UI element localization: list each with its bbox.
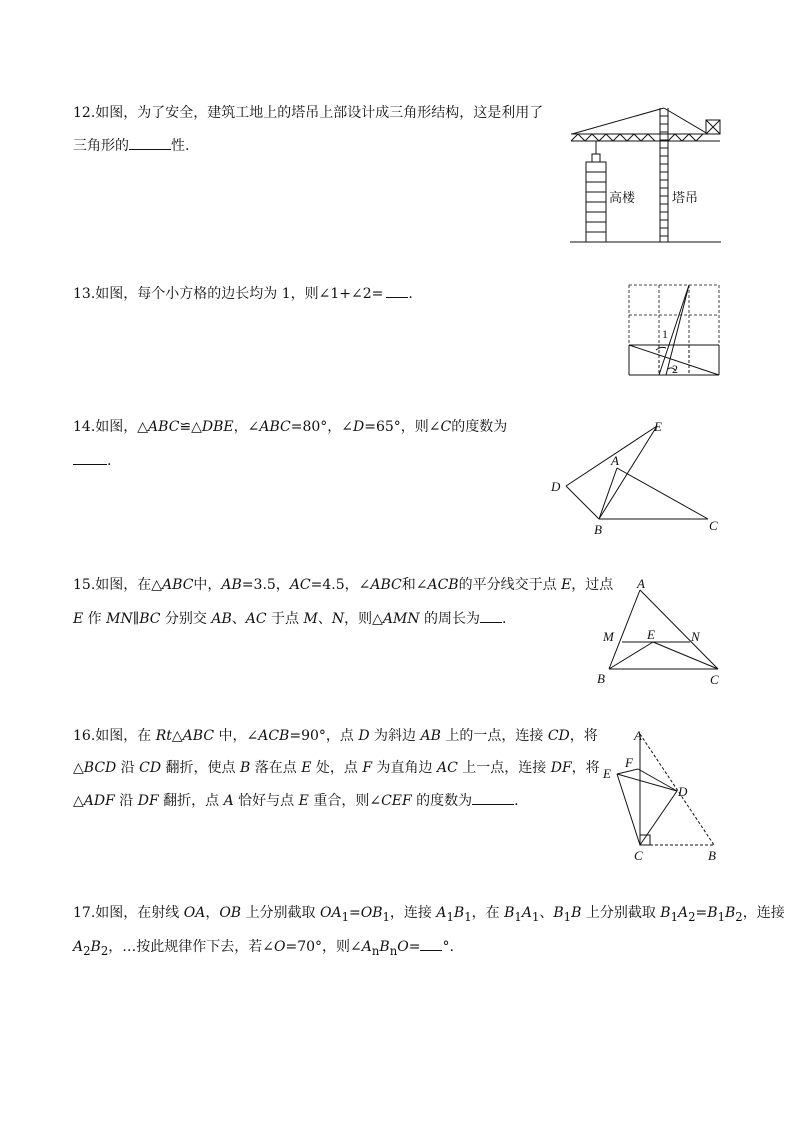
seg-AC [617,468,708,519]
q15-a11: E [561,577,572,593]
q13-text-b: . [408,286,413,302]
seg-CE [653,642,718,669]
q14-line2 [73,452,111,468]
q16-a0: 16.如图，在 [73,728,156,744]
q14-answer-blank[interactable] [73,452,107,465]
q17-a15: ，在 [471,905,505,921]
q16-b10: 为直角边 [372,760,437,776]
q16-b8: 处，点 [311,760,363,776]
q17-a7: = [349,905,361,921]
q15-b5: 分别交 [160,611,212,627]
label-C: C [710,672,719,687]
label-A: A [634,728,642,743]
q17-a1: OA [183,905,206,921]
q16-c3: DF [137,793,159,809]
q14-line1 [73,420,507,434]
q14-t8: =65°，则∠ [364,419,441,435]
q17-b10: n [389,943,398,958]
q15-b4: BC [139,611,161,627]
q16-b11: AC [436,760,458,776]
q16-c4: 翻折，点 [158,793,224,809]
q16-b14: ，将 [571,760,600,776]
q17-a17: 1 [514,909,522,924]
q17-a16: B [504,905,515,921]
q14-t2: ≌△ [179,419,202,435]
q15-b2: MN [106,611,133,627]
q16-b3: CD [139,760,162,776]
q17-b1: 2 [83,943,91,958]
label-C: C [634,848,643,863]
seg-DB [566,486,599,519]
q16-b1: BCD [83,760,117,776]
label-E: E [603,766,611,781]
q15-b13: ，则△ [344,611,383,627]
q17-a9: 1 [382,909,390,924]
q17-a29: = [695,905,708,921]
q15-b-end: . [502,611,507,627]
tie-rod-right [664,108,708,134]
q17-a34: ，连接 [742,905,785,921]
q14-t9: C [440,419,452,435]
q12-crane-figure [568,100,728,250]
angle-2-label: 2 [672,362,678,376]
q16-b2: 沿 [116,760,140,776]
seg-CE [617,774,640,845]
q17-a11: A [436,905,447,921]
q16-b6: 落在点 [250,760,302,776]
q12-line2 [73,137,189,153]
q15-b1: 作 [83,611,107,627]
q17-a4: 上分别截取 [241,905,320,921]
q16-a9: AB [420,728,441,744]
q16-a1: Rt [155,728,172,744]
q15-b14: AMN [382,611,420,627]
q17-a31: 1 [717,909,725,924]
q16-c5: A [223,793,234,809]
q15-line2 [73,610,507,626]
q14-t0: 14.如图，△ [73,419,149,435]
label-F: F [625,755,633,770]
q14-t-end: . [107,453,112,469]
q14-t4: ，∠ [233,419,260,435]
q17-a22: 1 [563,909,572,924]
q16-line1 [73,729,598,743]
label-C: C [709,518,718,533]
q17-a14: 1 [464,909,472,924]
label-D: D [678,784,688,799]
angle-1-label: 1 [662,327,668,341]
q15-b0: E [73,611,84,627]
q17-a2: ， [205,905,220,921]
q17-a25: B [660,905,671,921]
seg-BE [599,426,657,519]
tie-rod-left [572,108,664,134]
q15-a8: 和∠ [401,577,428,593]
q17-a0: 17.如图，在射线 [73,905,184,921]
q17-a3: OB [219,905,242,921]
label-E: E [654,419,662,434]
q17-b9: B [379,939,390,955]
q17-a12: 1 [446,909,454,924]
q17-b8: n [371,943,380,958]
q15-b7: 、 [231,611,246,627]
q17-a24: 上分别截取 [581,905,661,921]
q15-b3: ∥ [132,611,140,627]
label-A: A [637,576,645,591]
q17-a19: 1 [531,909,540,924]
q16-a5: ACB [258,728,290,744]
q15-b10: M [303,611,318,627]
q17-line1 [73,906,785,924]
q17-a28: 2 [688,909,696,924]
label-building: 高楼 [609,191,636,206]
q16-c8: 重合，则∠ [308,793,382,809]
q14-t6: =80°，∠ [290,419,354,435]
q17-a23: B [571,905,582,921]
q15-a6: =4.5，∠ [310,577,371,593]
q15-a1: ABC [162,577,194,593]
q16-c9: CEF [381,793,412,809]
q15-a3: AB [221,577,242,593]
q17-a21: B [553,905,564,921]
q15-a5: AC [289,577,311,593]
label-B: B [597,671,605,686]
q13-grid-figure [620,280,730,380]
q15-a10: 的平分线交于点 [458,577,562,593]
q15-a2: 中， [193,577,222,593]
q17-b3: 2 [100,943,109,958]
label-N: N [691,629,700,644]
q13-text-a: 13.如图，每个小方格的边长均为 1，则∠1+∠2= [73,286,384,302]
q17-a26: 1 [670,909,678,924]
q15-b12: N [331,611,345,627]
label-B: B [594,522,602,537]
q16-a10: 上的一点，连接 [440,728,548,744]
q17-a18: A [521,905,532,921]
q14-t7: D [353,419,365,435]
q16-a4: 中，∠ [214,728,259,744]
q15-b11: 、 [317,611,332,627]
q16-c2: 沿 [114,793,138,809]
q13-answer-blank[interactable] [386,285,408,298]
q17-line2 [73,938,454,958]
q15-line1 [73,578,613,592]
q17-a33: 2 [735,909,743,924]
q16-a8: 为斜边 [369,728,421,744]
q16-b0: △ [73,760,84,776]
q16-a7: D [358,728,370,744]
seg-BE [609,642,653,669]
q15-a4: =3.5， [241,577,290,593]
q17-a10: ，连接 [389,905,437,921]
q17-a5: OA [319,905,342,921]
q15-b15: 的周长为 [419,611,481,627]
q16-b4: 翻折，使点 [161,760,241,776]
q16-fold-figure [598,728,726,866]
q16-a12: ，将 [569,728,598,744]
q14-t1: ABC [148,419,180,435]
q15-b8: AC [245,611,267,627]
q17-b12: = [408,939,421,955]
label-D: D [551,479,561,494]
q17-a32: B [725,905,736,921]
q17-b0: A [73,939,84,955]
q16-c7: E [298,793,309,809]
q15-a0: 15.如图，在△ [73,577,163,593]
label-crane: 塔吊 [672,191,699,206]
q14-t10: 的度数为 [451,419,508,435]
label-A: A [611,453,619,468]
q17-b4: ，…按此规律作下去，若∠ [108,939,274,955]
q14-t5: ABC [259,419,291,435]
q17-b2: B [90,939,101,955]
q15-a12: ，过点 [571,577,614,593]
seg-BA [599,468,617,519]
q15-triangle-figure [590,578,730,690]
q16-b9: F [362,760,373,776]
label-M: M [603,629,614,644]
q16-c10: 的度数为 [411,793,473,809]
q14-t3: DBE [201,419,234,435]
q12-answer-blank[interactable] [129,137,171,150]
q16-b12: 上一点，连接 [457,760,551,776]
building-floors [586,172,606,232]
q17-a27: A [678,905,689,921]
q16-c0: △ [73,793,84,809]
q16-c1: ADF [83,793,115,809]
q17-b-end: °. [442,939,454,955]
q14-triangles-figure [545,418,725,538]
q17-a30: B [707,905,718,921]
q16-c-end: . [514,793,519,809]
q17-a6: 1 [341,909,349,924]
q13-line1 [73,285,413,301]
q12-text-a: 三角形的 [73,138,129,154]
q16-c6: 恰好与点 [233,793,299,809]
q16-b13: DF [550,760,572,776]
q16-b5: B [240,760,251,776]
q15-a7: ABC [370,577,402,593]
q17-b11: O [397,939,409,955]
label-E: E [647,627,655,642]
jib-truss [571,134,703,141]
q17-a13: B [453,905,465,921]
q17-b6: =70°，则∠ [285,939,362,955]
q15-b9: 于点 [266,611,304,627]
label-B: B [708,848,716,863]
q12-text-line1: 12.如图，为了安全，建筑工地上的塔吊上部设计成三角形结构，这是利用了 [73,105,544,121]
q16-a3: ABC [182,728,215,744]
q15-a9: ACB [427,577,459,593]
q16-a11: CD [547,728,570,744]
q16-line3 [73,792,519,808]
q15-answer-blank[interactable] [480,610,502,623]
q12-text-b: 性. [171,138,190,154]
q17-a8: OB [360,905,383,921]
q16-line2 [73,761,600,775]
q16-a6: =90°，点 [289,728,359,744]
q17-b7: A [361,939,372,955]
q15-b6: AB [211,611,232,627]
seg-CD [640,791,677,845]
q16-b7: E [301,760,312,776]
q16-a2: △ [171,728,183,744]
q17-a20: 、 [539,905,554,921]
q16-answer-blank[interactable] [472,792,514,805]
q17-b5: O [274,939,286,955]
q12-line1 [73,106,543,120]
q17-answer-blank[interactable] [420,938,442,951]
